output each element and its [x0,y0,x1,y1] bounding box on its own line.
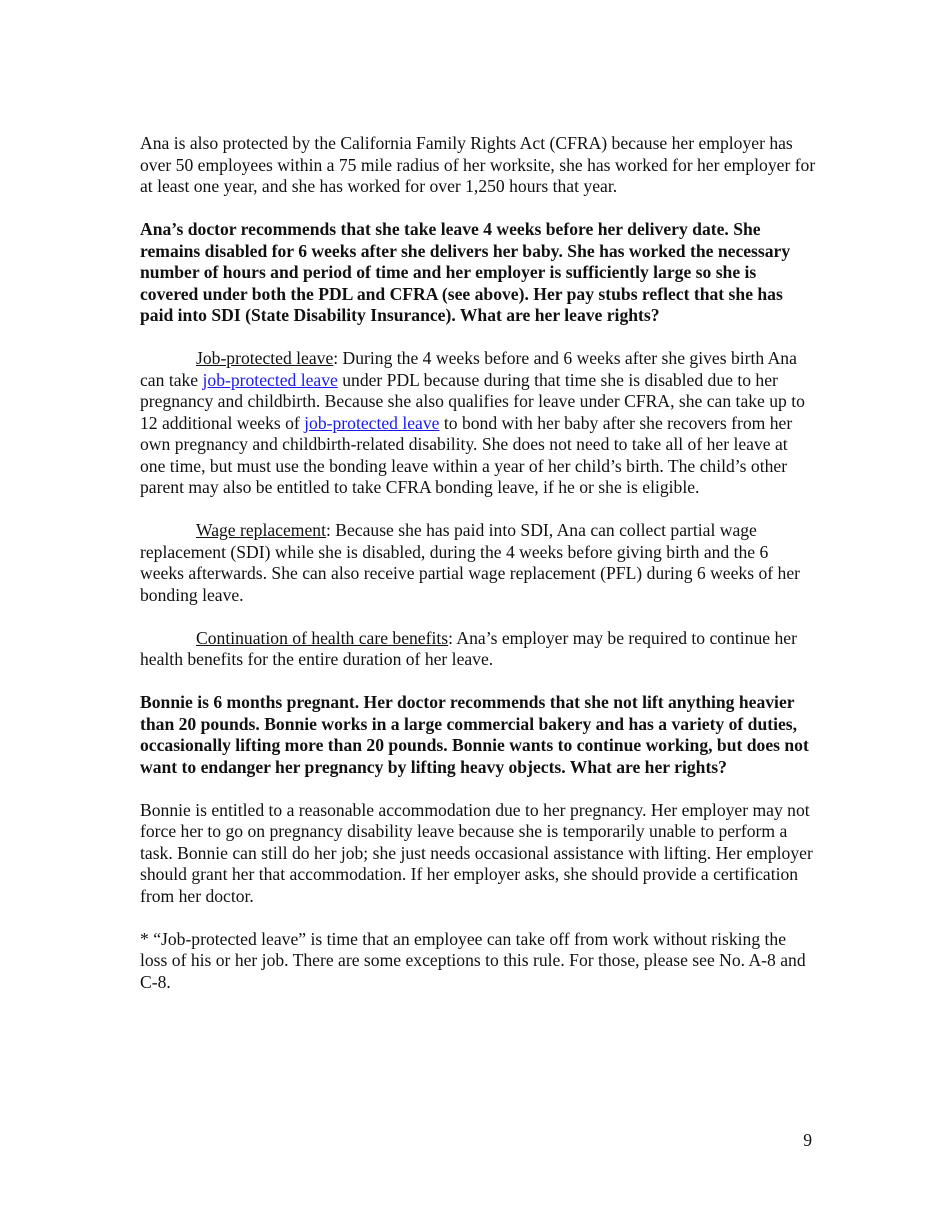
job-protected-leave-paragraph [140,348,816,499]
wage-replacement-paragraph [140,520,816,606]
wage-replacement-heading: Wage replacement [196,520,326,540]
ana-scenario-question: Ana’s doctor recommends that she take leave 4 weeks before her delivery date. She remains disabled for 6 weeks after she delivers her baby. She has worked the necessary number of hours and period of time and her employer is sufficiently large so she is covered under both the PDL and CFRA (see above). Her pay stubs reflect that she has paid into SDI (State Disability Insurance). What are her leave rights? [140,219,791,325]
footnote: * “Job-protected leave” is time that an employee can take off from work without risking the loss of his or her job. There are some exceptions to this rule. For those, please see No. A-8 and C-8. [140,928,806,992]
health-benefits-paragraph [140,628,816,671]
job-protected-leave-link-2[interactable]: job-protected leave [304,412,440,433]
health-benefits-heading: Continuation of health care benefits [196,627,449,648]
job-protected-text-c: to bond with her baby after she recovers from her own pregnancy and childbirth-related disability. She does not need to take all of her leave at one time, but must use the bonding leave within a year of her child’s birth. The child’s other parent may also be entitled to take CFRA bonding leave, if he or she is eligible. [140,412,793,497]
wage-replacement-text: : Because she has paid into SDI, Ana can collect partial wage replacement (SDI) while she is disabled, during the 4 weeks before giving birth and the 6 weeks afterwards. She can also receive partial wage replacement (PFL) during 6 weeks of her bonding leave. [140,520,800,605]
bonnie-scenario-question: Bonnie is 6 months pregnant. Her doctor recommends that she not lift anything heavier than 20 pounds. Bonnie works in a large commercial bakery and has a variety of duties, occasionally lifting more than 20 pounds. Bonnie wants to continue working, but does not want to endanger her pregnancy by lifting heavy objects. What are her rights? [140,692,809,777]
cfra-eligibility-paragraph: Ana is also protected by the California Family Rights Act (CFRA) because her employer has over 50 employees within a 75 mile radius of her worksite, she has worked for her employer for at least one year, and she has worked for over 1,250 hours that year. [140,133,816,196]
job-protected-text-a: : During the 4 weeks before and 6 weeks after she gives birth Ana can take [140,348,797,390]
job-protected-leave-heading: Job-protected leave [196,348,334,368]
page-number: 9 [803,1130,812,1150]
bonnie-rights-paragraph: Bonnie is entitled to a reasonable accommodation due to her pregnancy. Her employer may not force her to go on pregnancy disability leave because she is temporarily unable to perform a task. Bonnie can still do her job; she just needs occasional assistance with lifting. Her employer should grant her that accommodation. If her employer asks, she should provide a certification from her doctor. [140,799,813,906]
health-benefits-text: : Ana’s employer may be required to continue her health benefits for the entire duration of her leave. [140,627,797,669]
job-protected-text-b: under PDL because during that time she is disabled due to her pregnancy and childbirth. Because she also qualifies for leave under CFRA, she can take up to 12 additional weeks of [140,369,805,433]
page-body [140,133,816,1015]
job-protected-leave-link-1[interactable]: job-protected leave [202,369,338,390]
